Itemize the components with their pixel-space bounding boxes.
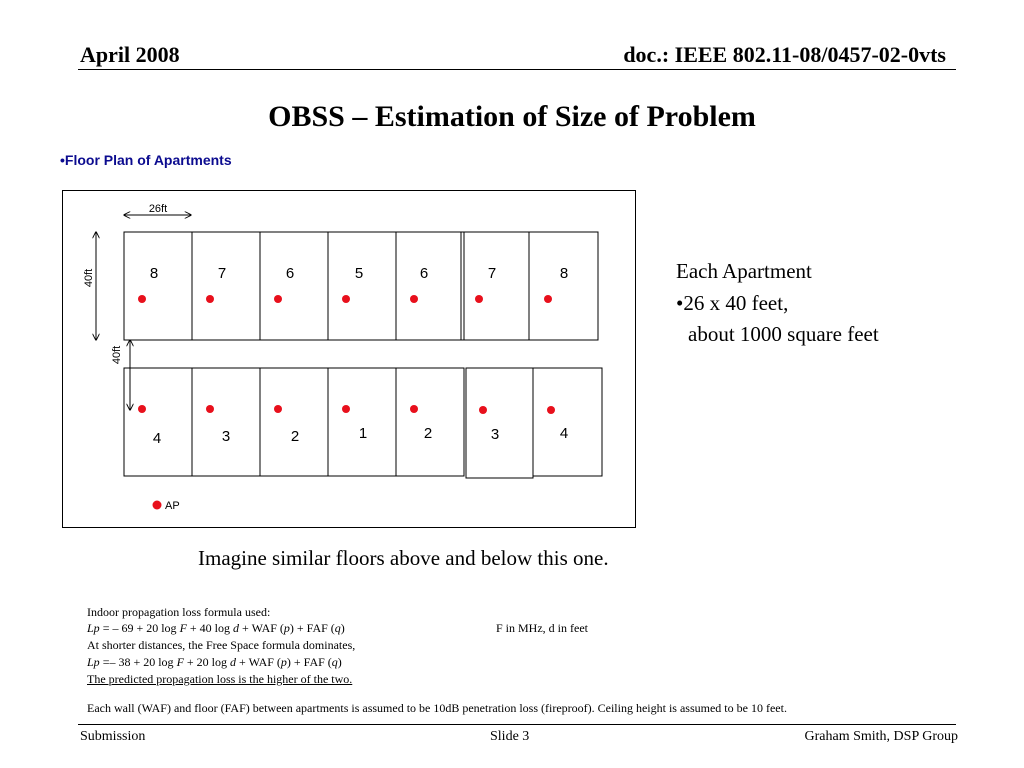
- legend-ap-label: AP: [165, 500, 180, 512]
- dimension-height-label: 40ft: [83, 268, 95, 288]
- formula-1-lp: Lp: [87, 621, 100, 635]
- note-line-1: Indoor propagation loss formula used:: [87, 605, 271, 619]
- formula-2-d: d: [230, 655, 237, 669]
- formula-1: [87, 621, 345, 636]
- note-line-6: Each wall (WAF) and floor (FAF) between apartments is assumed to be 10dB penetration loss (fireproof). Ceiling height is assumed to be 10 feet.: [87, 701, 787, 715]
- footer-author: Graham Smith, DSP Group: [804, 729, 958, 744]
- apartment-number-bottom-7: 4: [559, 425, 569, 442]
- apartment-number-top-3: 6: [285, 265, 295, 282]
- subtitle: •Floor Plan of Apartments: [60, 152, 232, 168]
- formula-1-d: d: [233, 621, 240, 635]
- formula-units: F in MHz, d in feet: [496, 621, 588, 635]
- side-line-3: about 1000 square feet: [688, 322, 879, 346]
- apartment-number-top-1: 8: [149, 265, 159, 282]
- access-point-dot: [274, 295, 282, 303]
- apartment-number-bottom-6: 3: [490, 426, 500, 443]
- access-point-dot: [206, 295, 214, 303]
- access-point-dot: [547, 406, 555, 414]
- formula-1-part: ) + FAF (: [289, 621, 335, 635]
- formula-1-part: = – 69 + 20 log: [99, 621, 180, 635]
- apartment-number-top-4: 5: [354, 265, 364, 282]
- formula-2-part: =– 38 + 20 log: [99, 655, 177, 669]
- footer-slide-number: Slide 3: [490, 729, 530, 744]
- formula-1-part: + WAF (: [239, 621, 284, 635]
- formula-2-part: ): [337, 655, 342, 669]
- apartment-number-top-2: 7: [217, 265, 227, 282]
- header-date: April 2008: [80, 42, 180, 67]
- dimension-inner-height-label: 40ft: [111, 345, 123, 365]
- footer-submission: Submission: [80, 729, 146, 744]
- access-point-dot: [475, 295, 483, 303]
- formula-2-f: F: [176, 655, 184, 669]
- apartment-number-bottom-3: 2: [290, 428, 300, 445]
- access-point-dot: [342, 405, 350, 413]
- apartment-number-bottom-4: 1: [358, 425, 368, 442]
- formula-1-f: F: [179, 621, 187, 635]
- apartment-number-top-6: 7: [487, 265, 497, 282]
- formula-2-lp: Lp: [87, 655, 100, 669]
- apartment-number-bottom-2: 3: [221, 428, 231, 445]
- header-rule: [78, 69, 956, 70]
- footer-rule: [78, 724, 956, 725]
- formula-2-p: p: [280, 655, 287, 669]
- side-line-2: •26 x 40 feet,: [676, 291, 789, 315]
- formula-2-q: q: [331, 655, 338, 669]
- access-point-dot: [342, 295, 350, 303]
- formula-2-part: + 20 log: [183, 655, 231, 669]
- formula-2-part: ) + FAF (: [286, 655, 332, 669]
- apartment-number-top-5: 6: [419, 265, 429, 282]
- formula-1-part: + 40 log: [186, 621, 234, 635]
- apartment-number-bottom-1: 4: [152, 430, 162, 447]
- side-line-1: Each Apartment: [676, 259, 812, 283]
- access-point-dot: [138, 405, 146, 413]
- formula-1-p: p: [283, 621, 290, 635]
- note-line-5: The predicted propagation loss is the higher of the two.: [87, 672, 353, 686]
- access-point-dot: [544, 295, 552, 303]
- formula-1-q: q: [334, 621, 341, 635]
- access-point-dot: [410, 405, 418, 413]
- imagine-text: Imagine similar floors above and below this one.: [198, 546, 609, 570]
- header-doc-id: doc.: IEEE 802.11-08/0457-02-0vts: [623, 42, 946, 67]
- apartment-number-bottom-5: 2: [423, 425, 433, 442]
- access-point-dot: [479, 406, 487, 414]
- floor-plan-frame: [63, 191, 636, 528]
- note-line-3: At shorter distances, the Free Space formula dominates,: [87, 638, 356, 652]
- slide-title: OBSS – Estimation of Size of Problem: [268, 100, 756, 133]
- access-point-dot: [206, 405, 214, 413]
- formula-1-part: ): [340, 621, 345, 635]
- access-point-dot: [274, 405, 282, 413]
- apartment-number-top-7: 8: [559, 265, 569, 282]
- access-point-dot: [138, 295, 146, 303]
- formula-2-part: + WAF (: [236, 655, 281, 669]
- floor-plan: [62, 190, 638, 530]
- formula-2: [87, 655, 342, 670]
- access-point-dot: [410, 295, 418, 303]
- legend-ap-dot: [153, 501, 162, 510]
- dimension-width-label: 26ft: [148, 203, 168, 215]
